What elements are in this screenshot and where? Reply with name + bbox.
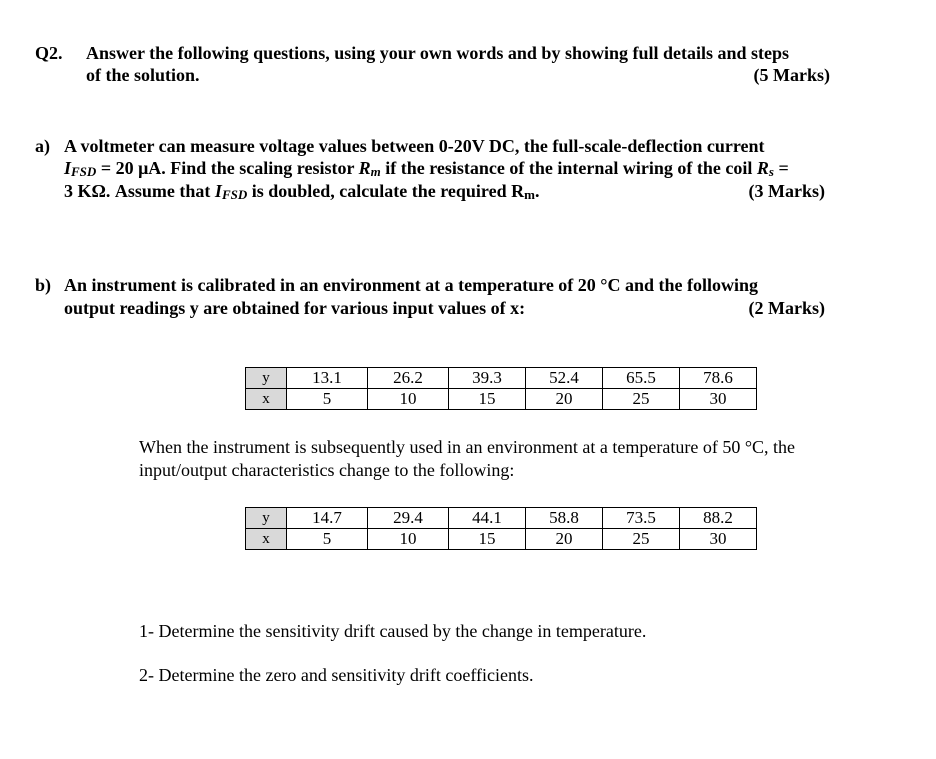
ifsd2-symbol: I xyxy=(214,181,222,201)
table-cell: 39.3 xyxy=(449,368,526,389)
row-label-x: x xyxy=(246,389,287,410)
task-1: 1- Determine the sensitivity drift caused by the change in temperature. xyxy=(139,621,647,641)
part-a-line-1: A voltmeter can measure voltage values between 0-20V DC, the full-scale-deflection current xyxy=(64,136,765,156)
table-cell: 20 xyxy=(526,389,603,410)
row-label-y: y xyxy=(246,508,287,529)
table-cell: 5 xyxy=(287,529,368,550)
table-cell: 25 xyxy=(603,529,680,550)
part-b-marks: (2 Marks) xyxy=(748,298,825,318)
question-line-2: of the solution. xyxy=(86,65,200,85)
table-cell: 25 xyxy=(603,389,680,410)
calibration-table-20c xyxy=(245,367,757,410)
question-marks: (5 Marks) xyxy=(753,65,830,85)
table-row-y xyxy=(246,508,757,529)
part-a-mid-text: if the resistance of the internal wiring of the coil xyxy=(380,158,757,178)
part-a-equals: = xyxy=(773,158,789,178)
mid-text-line-1: When the instrument is subsequently used in an environment at a temperature of 50 °C, the xyxy=(139,437,796,457)
part-b-line-2: output readings y are obtained for various input values of x: xyxy=(64,298,526,318)
part-a-label: a) xyxy=(35,136,50,156)
table-cell: 44.1 xyxy=(449,508,526,529)
row-label-x: x xyxy=(246,529,287,550)
table-row-x xyxy=(246,529,757,550)
table-cell: 88.2 xyxy=(680,508,757,529)
table-cell: 29.4 xyxy=(368,508,449,529)
table-row-y xyxy=(246,368,757,389)
table-row-x xyxy=(246,389,757,410)
row-label-y: y xyxy=(246,368,287,389)
table-cell: 20 xyxy=(526,529,603,550)
table-cell: 15 xyxy=(449,389,526,410)
table-cell: 13.1 xyxy=(287,368,368,389)
rm2-subscript: m xyxy=(524,187,535,202)
table-cell: 10 xyxy=(368,529,449,550)
part-a-line-3-dot: . xyxy=(534,181,540,201)
part-b-label: b) xyxy=(35,275,52,295)
table-cell: 10 xyxy=(368,389,449,410)
ifsd-value: = 20 μA. Find the scaling resistor xyxy=(96,158,359,178)
table-cell: 73.5 xyxy=(603,508,680,529)
table-cell: 15 xyxy=(449,529,526,550)
part-a-line-3-start: 3 KΩ. Assume that xyxy=(64,181,215,201)
mid-text-line-2: input/output characteristics change to the following: xyxy=(139,460,515,480)
table-cell: 65.5 xyxy=(603,368,680,389)
task-2: 2- Determine the zero and sensitivity drift coefficients. xyxy=(139,665,534,685)
table-cell: 78.6 xyxy=(680,368,757,389)
table-cell: 5 xyxy=(287,389,368,410)
table-cell: 30 xyxy=(680,529,757,550)
rm-symbol: R xyxy=(358,158,371,178)
ifsd-subscript: FSD xyxy=(71,164,97,179)
table-cell: 52.4 xyxy=(526,368,603,389)
question-line-1: Answer the following questions, using your own words and by showing full details and steps xyxy=(86,43,790,63)
characteristics-table-50c xyxy=(245,507,757,550)
part-b-line-1: An instrument is calibrated in an environment at a temperature of 20 °C and the following xyxy=(64,275,759,295)
ifsd-symbol: I xyxy=(64,158,72,178)
table-cell: 14.7 xyxy=(287,508,368,529)
part-a-line-3-end: is doubled, calculate the required R xyxy=(247,181,525,201)
part-a-line-3 xyxy=(64,180,539,206)
ifsd2-subscript: FSD xyxy=(221,187,248,202)
part-a-marks: (3 Marks) xyxy=(748,181,825,201)
rs-subscript: s xyxy=(768,164,774,179)
table-cell: 58.8 xyxy=(526,508,603,529)
question-number: Q2. xyxy=(35,43,63,63)
rs-symbol: R xyxy=(756,158,769,178)
table-cell: 30 xyxy=(680,389,757,410)
rm-subscript: m xyxy=(370,164,381,179)
table-cell: 26.2 xyxy=(368,368,449,389)
